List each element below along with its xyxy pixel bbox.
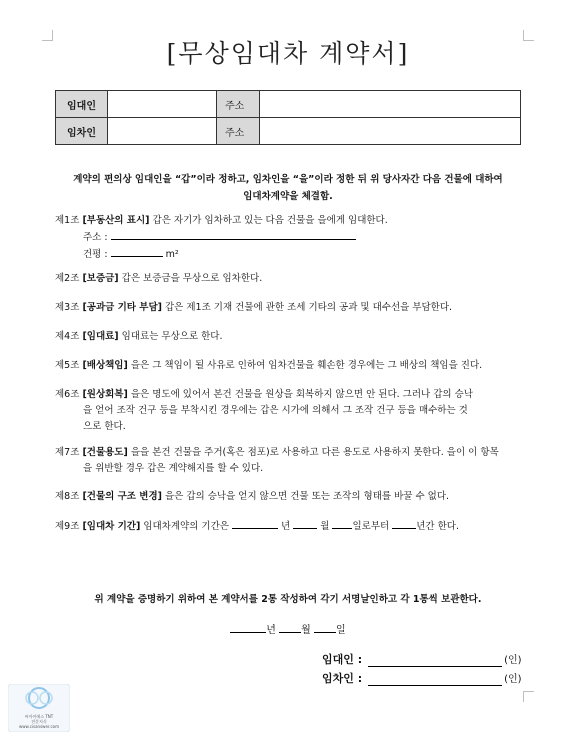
- lessor-address-label: 주소: [217, 91, 260, 118]
- crop-mark: [523, 691, 534, 702]
- lessee-address-label: 주소: [217, 118, 260, 145]
- clause-6: [55, 387, 525, 435]
- area-unit: m²: [165, 249, 179, 260]
- lessee-address-field[interactable]: [260, 118, 521, 145]
- date-day-label: 일: [336, 625, 346, 636]
- clause-text: 을은 명도에 있어서 본건 건물을 원상을 회복하지 않으면 안 된다. 그러나 갑의 승낙: [127, 389, 473, 400]
- logo-caption-line: 전문지식: [31, 719, 47, 724]
- property-area-line: [55, 246, 525, 263]
- lessor-address-field[interactable]: [260, 91, 521, 118]
- clause-text: 갑은 자기가 임차하고 있는 다음 건물을 을에게 임대한다.: [149, 215, 388, 226]
- lessor-signature: [322, 651, 522, 667]
- lessor-signature-line[interactable]: [368, 654, 502, 667]
- lessor-signature-label: 임대인 :: [322, 653, 363, 666]
- table-row: [56, 118, 521, 145]
- lease-start-month-blank[interactable]: [293, 518, 317, 529]
- clause-heading: [임대료]: [82, 331, 119, 342]
- lease-duration-blank[interactable]: [392, 518, 416, 529]
- clause-text: 을을 본건 건물을 주거(혹은 점포)로 사용하고 다른 용도로 사용하지 못한다. 을이 이 항목: [127, 447, 499, 458]
- lessee-label: 임차인: [56, 118, 108, 145]
- date-year-blank[interactable]: [230, 622, 266, 633]
- property-address-blank[interactable]: [111, 229, 356, 240]
- logo-caption-line: www.cisanswer.com: [18, 724, 59, 729]
- parties-table: [55, 90, 521, 145]
- lessee-name-field[interactable]: [108, 118, 217, 145]
- lease-start-year-blank[interactable]: [232, 518, 278, 529]
- clause-heading: [공과금 기타 부담]: [82, 302, 162, 313]
- clause-1: [55, 213, 525, 263]
- clause-text: 갑은 보증금을 무상으로 임차한다.: [118, 273, 263, 284]
- lessee-signature-line[interactable]: [368, 673, 502, 686]
- clause-text: 을은 그 책임이 될 사유로 인하여 임차건물을 훼손한 경우에는 그 배상의 책임을 진다.: [127, 360, 483, 371]
- date-year-label: 년: [266, 625, 276, 636]
- clause-number: 제1조: [55, 215, 80, 226]
- clause-text: 갑은 제1조 기재 건물에 관한 조세 기타의 공과 및 대수선을 부담한다.: [161, 302, 453, 313]
- clause-text-continued: 으로 한다.: [83, 421, 126, 432]
- clause-number: 제8조: [55, 491, 80, 502]
- closing-statement: 위 계약을 증명하기 위하여 본 계약서를 2통 작성하여 각기 서명날인하고 각 1통씩 보관한다.: [94, 594, 482, 605]
- clause-3: [55, 300, 525, 316]
- lessee-signature: [322, 670, 522, 686]
- year-label: 년: [281, 521, 291, 532]
- clause-number: 제9조: [55, 521, 80, 532]
- clause-8: [55, 489, 525, 505]
- clause-2: [55, 271, 525, 287]
- lessor-label: 임대인: [56, 91, 108, 118]
- contract-date: [0, 621, 576, 636]
- date-month-label: 월: [301, 625, 311, 636]
- clause-number: 제7조: [55, 447, 80, 458]
- seal-mark: (인): [504, 674, 522, 685]
- clause-number: 제2조: [55, 273, 80, 284]
- clause-number: 제6조: [55, 389, 80, 400]
- clause-text-continued: 을 위반할 경우 갑은 계약해지를 할 수 있다.: [83, 463, 264, 474]
- date-day-blank[interactable]: [314, 622, 336, 633]
- clause-4: [55, 329, 525, 345]
- seal-mark: (인): [504, 655, 522, 666]
- clause-heading: [배상책임]: [82, 360, 128, 371]
- clause-text: 임대차계약의 기간은: [140, 521, 232, 532]
- duration-label: 년간 한다.: [416, 521, 459, 532]
- property-address-line: [55, 229, 525, 246]
- intro-line: 임대차계약을 체결함.: [243, 191, 333, 202]
- logo-caption: [8, 714, 70, 729]
- property-area-blank[interactable]: [111, 246, 163, 257]
- clause-number: 제3조: [55, 302, 80, 313]
- intro-line: 계약의 편의상 임대인을 “갑”이라 정하고, 임차인을 “을”이라 정한 뒤 위 당사자간 다음 건물에 대하여: [73, 174, 503, 185]
- clause-7: [55, 445, 525, 477]
- from-label: 일로부터: [352, 521, 390, 532]
- lessee-signature-label: 임차인 :: [322, 672, 363, 685]
- month-label: 월: [320, 521, 330, 532]
- logo-caption-line: 씨아이에스 TNT: [24, 714, 54, 719]
- clause-text-continued: 을 얻어 조작 건구 등을 부착시킨 경우에는 갑은 시가에 의해서 그 조작 건구 등을 매수하는 것: [83, 405, 468, 416]
- lessor-name-field[interactable]: [108, 91, 217, 118]
- clause-heading: [임대차 기간]: [82, 521, 141, 532]
- clause-9: [55, 518, 525, 535]
- document-title: [무상임대차 계약서]: [166, 39, 410, 68]
- clause-number: 제4조: [55, 331, 80, 342]
- clause-text: 을은 갑의 승낙을 얻지 않으면 건물 또는 조작의 형태를 바꿀 수 없다.: [161, 491, 450, 502]
- clause-text: 임대료는 무상으로 한다.: [118, 331, 223, 342]
- clause-number: 제5조: [55, 360, 80, 371]
- table-row: [56, 91, 521, 118]
- date-month-blank[interactable]: [279, 622, 301, 633]
- clause-5: [55, 358, 525, 374]
- clause-heading: [원상회복]: [82, 389, 128, 400]
- clause-heading: [건물용도]: [82, 447, 128, 458]
- clause-heading: [건물의 구조 변경]: [82, 491, 162, 502]
- intro-paragraph: [40, 171, 536, 205]
- clause-heading: [부동산의 표시]: [82, 215, 150, 226]
- property-area-label: 건평 :: [83, 249, 108, 260]
- clause-heading: [보증금]: [82, 273, 119, 284]
- property-address-label: 주소 :: [83, 232, 108, 243]
- lease-start-day-blank[interactable]: [332, 518, 352, 529]
